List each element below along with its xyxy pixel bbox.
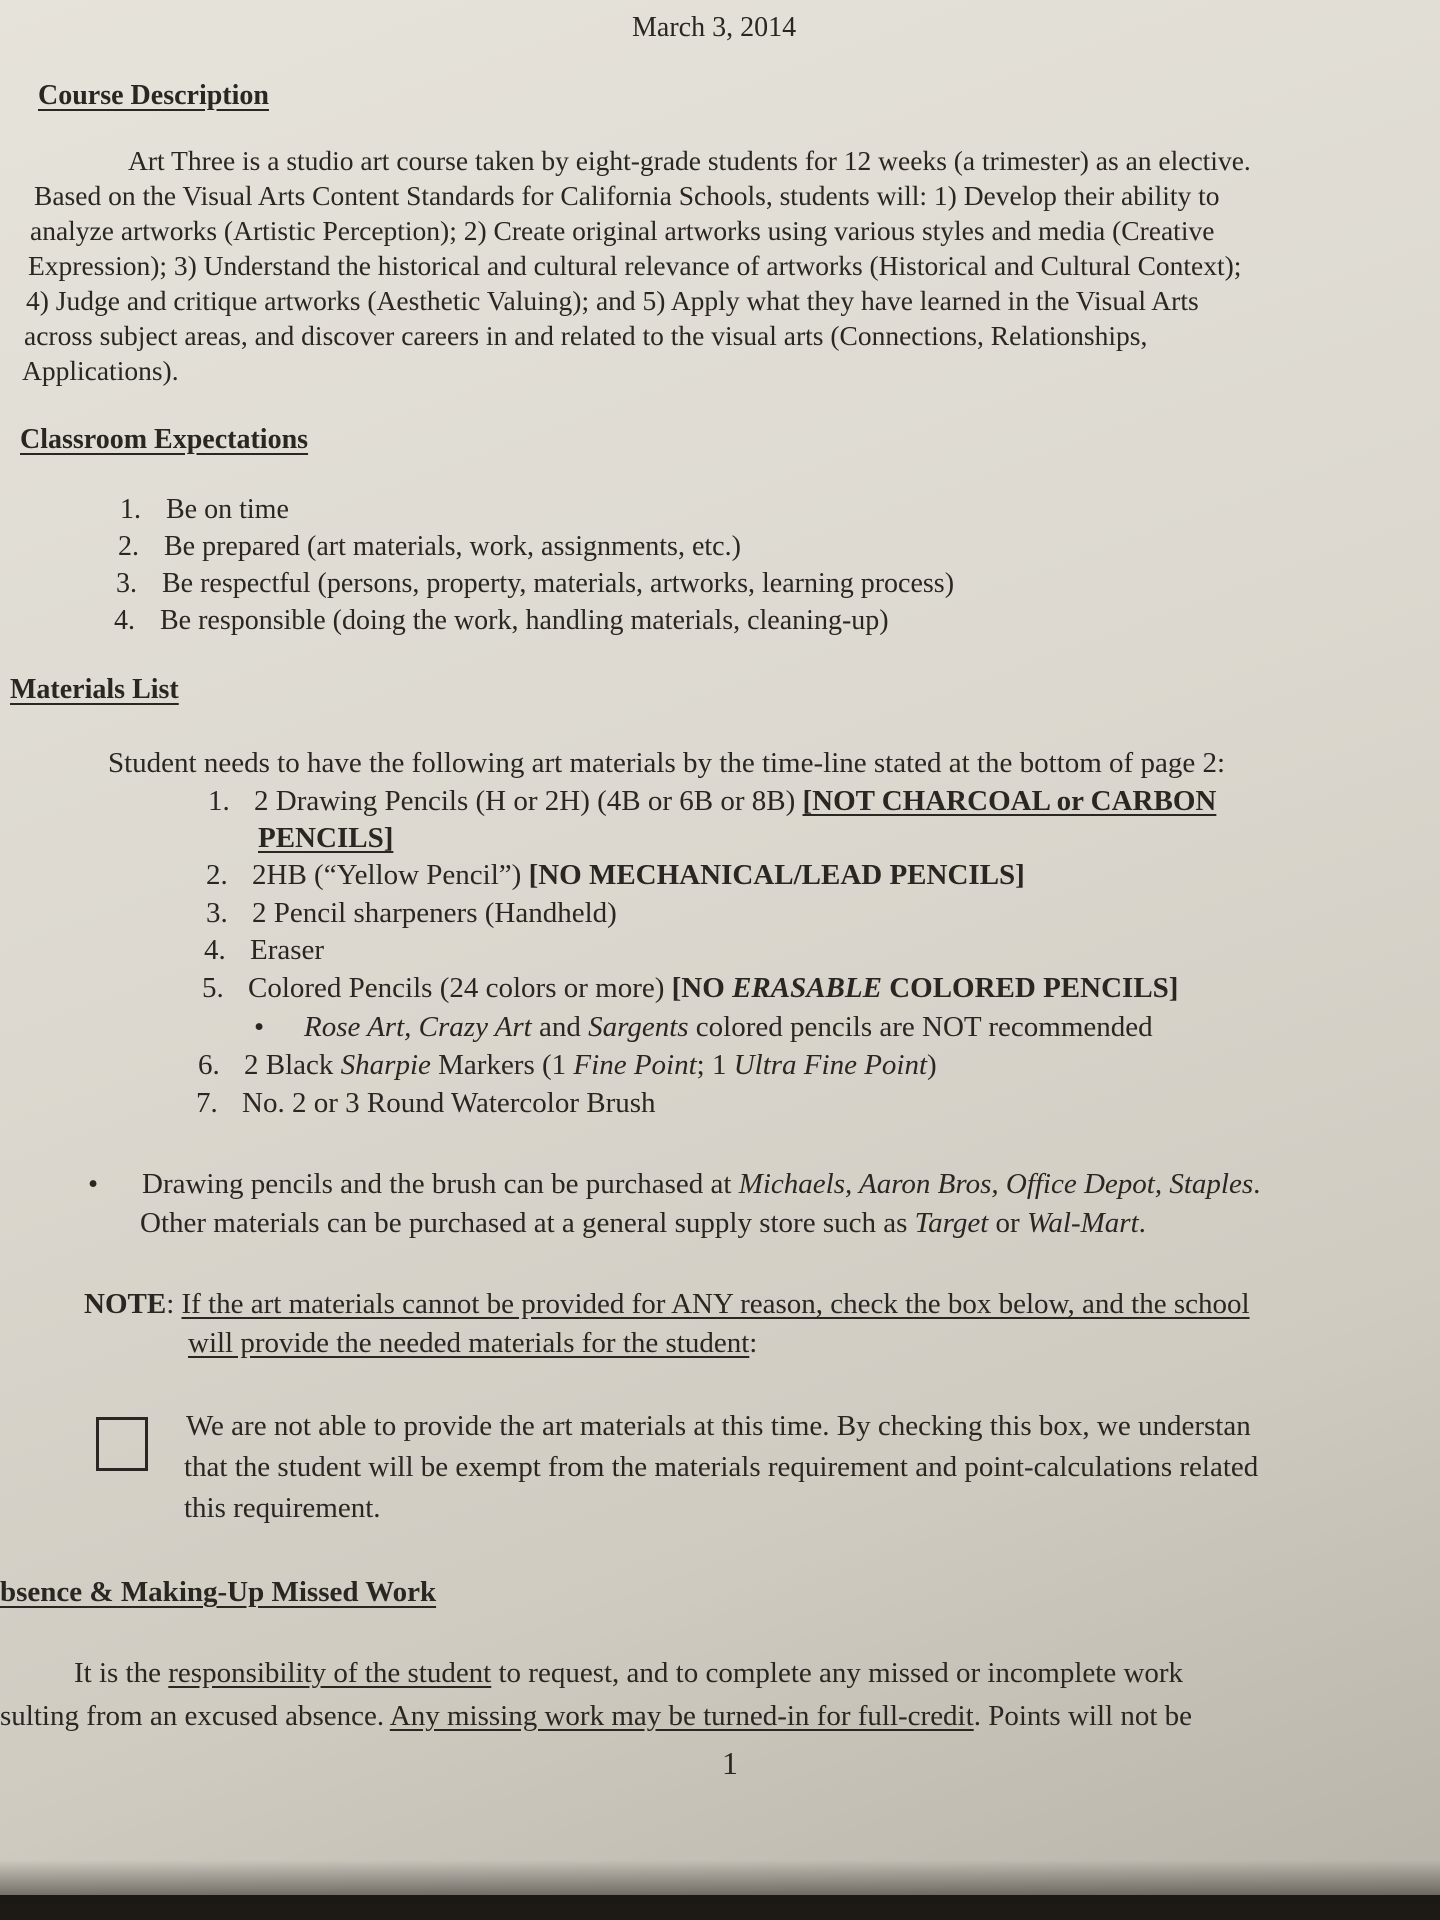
list-item-continuation: PENCILS]	[258, 822, 394, 854]
note-line: will provide the needed materials for the student:	[188, 1327, 758, 1359]
list-item: 5. Colored Pencils (24 colors or more) [NO ERASABLE COLORED PENCILS]	[202, 972, 1179, 1004]
list-item: 4. Be responsible (doing the work, handling materials, cleaning-up)	[114, 605, 889, 636]
purchase-line: Drawing pencils and the brush can be purchased at Michaels, Aaron Bros, Office Depot, Staples.	[142, 1168, 1261, 1200]
absence-heading: bsence & Making-Up Missed Work	[0, 1576, 437, 1608]
list-item: 3. 2 Pencil sharpeners (Handheld)	[206, 897, 617, 929]
photo-edge-shadow	[0, 1860, 1440, 1920]
absence-line: It is the responsibility of the student to request, and to complete any missed or incomplete work	[74, 1657, 1184, 1689]
checkbox-label-line: this requirement.	[184, 1492, 381, 1524]
course-line: analyze artworks (Artistic Perception); 2) Create original artworks using various styles and media (Creative	[30, 215, 1215, 246]
course-line: Art Three is a studio art course taken by eight-grade students for 12 weeks (a trimester) as an elective.	[128, 145, 1251, 176]
materials-exemption-checkbox[interactable]	[96, 1417, 148, 1471]
checkbox-label-line: We are not able to provide the art materials at this time. By checking this box, we understan	[186, 1410, 1251, 1442]
course-line: Based on the Visual Arts Content Standards for California Schools, students will: 1) Develop their ability to	[34, 180, 1220, 211]
page-number: 1	[722, 1745, 738, 1781]
list-item: 4. Eraser	[204, 934, 325, 966]
list-item: 7. No. 2 or 3 Round Watercolor Brush	[196, 1087, 656, 1119]
checkbox-label-line: that the student will be exempt from the materials requirement and point-calculations related	[184, 1451, 1259, 1483]
course-description-heading: Course Description	[38, 80, 269, 111]
note-line: NOTE: If the art materials cannot be provided for ANY reason, check the box below, and the school	[84, 1288, 1250, 1320]
purchase-line: Other materials can be purchased at a general supply store such as Target or Wal-Mart.	[140, 1207, 1146, 1239]
list-item: 2. 2HB (“Yellow Pencil”) [NO MECHANICAL/LEAD PENCILS]	[206, 859, 1025, 891]
list-item: 3. Be respectful (persons, property, materials, artworks, learning process)	[116, 568, 955, 599]
document-date: March 3, 2014	[632, 12, 797, 43]
list-item: 6. 2 Black Sharpie Markers (1 Fine Point; 1 Ultra Fine Point)	[198, 1049, 937, 1081]
materials-list-heading: Materials List	[10, 674, 179, 705]
classroom-expectations-heading: Classroom Expectations	[20, 424, 309, 455]
materials-intro: Student needs to have the following art materials by the time-line stated at the bottom of page 2:	[108, 747, 1226, 779]
absence-line: sulting from an excused absence. Any missing work may be turned-in for full-credit. Points will not be	[0, 1700, 1193, 1732]
course-line: across subject areas, and discover careers in and related to the visual arts (Connections, Relationships,	[24, 320, 1148, 351]
bullet-icon: •	[88, 1168, 99, 1200]
bullet-icon: •	[254, 1011, 265, 1043]
list-item: 2. Be prepared (art materials, work, assignments, etc.)	[118, 531, 741, 562]
course-line: Applications).	[22, 355, 179, 386]
course-line: Expression); 3) Understand the historical and cultural relevance of artworks (Historical and Cultural Context);	[28, 250, 1242, 281]
sub-list-item: • Rose Art, Crazy Art and Sargents colored pencils are NOT recommended	[254, 1009, 1153, 1047]
list-item: 1. 2 Drawing Pencils (H or 2H) (4B or 6B or 8B) [NOT CHARCOAL or CARBON	[208, 785, 1217, 817]
course-line: 4) Judge and critique artworks (Aesthetic Valuing); and 5) Apply what they have learned in the Visual Arts	[26, 285, 1199, 316]
list-item: 1. Be on time	[120, 494, 289, 525]
